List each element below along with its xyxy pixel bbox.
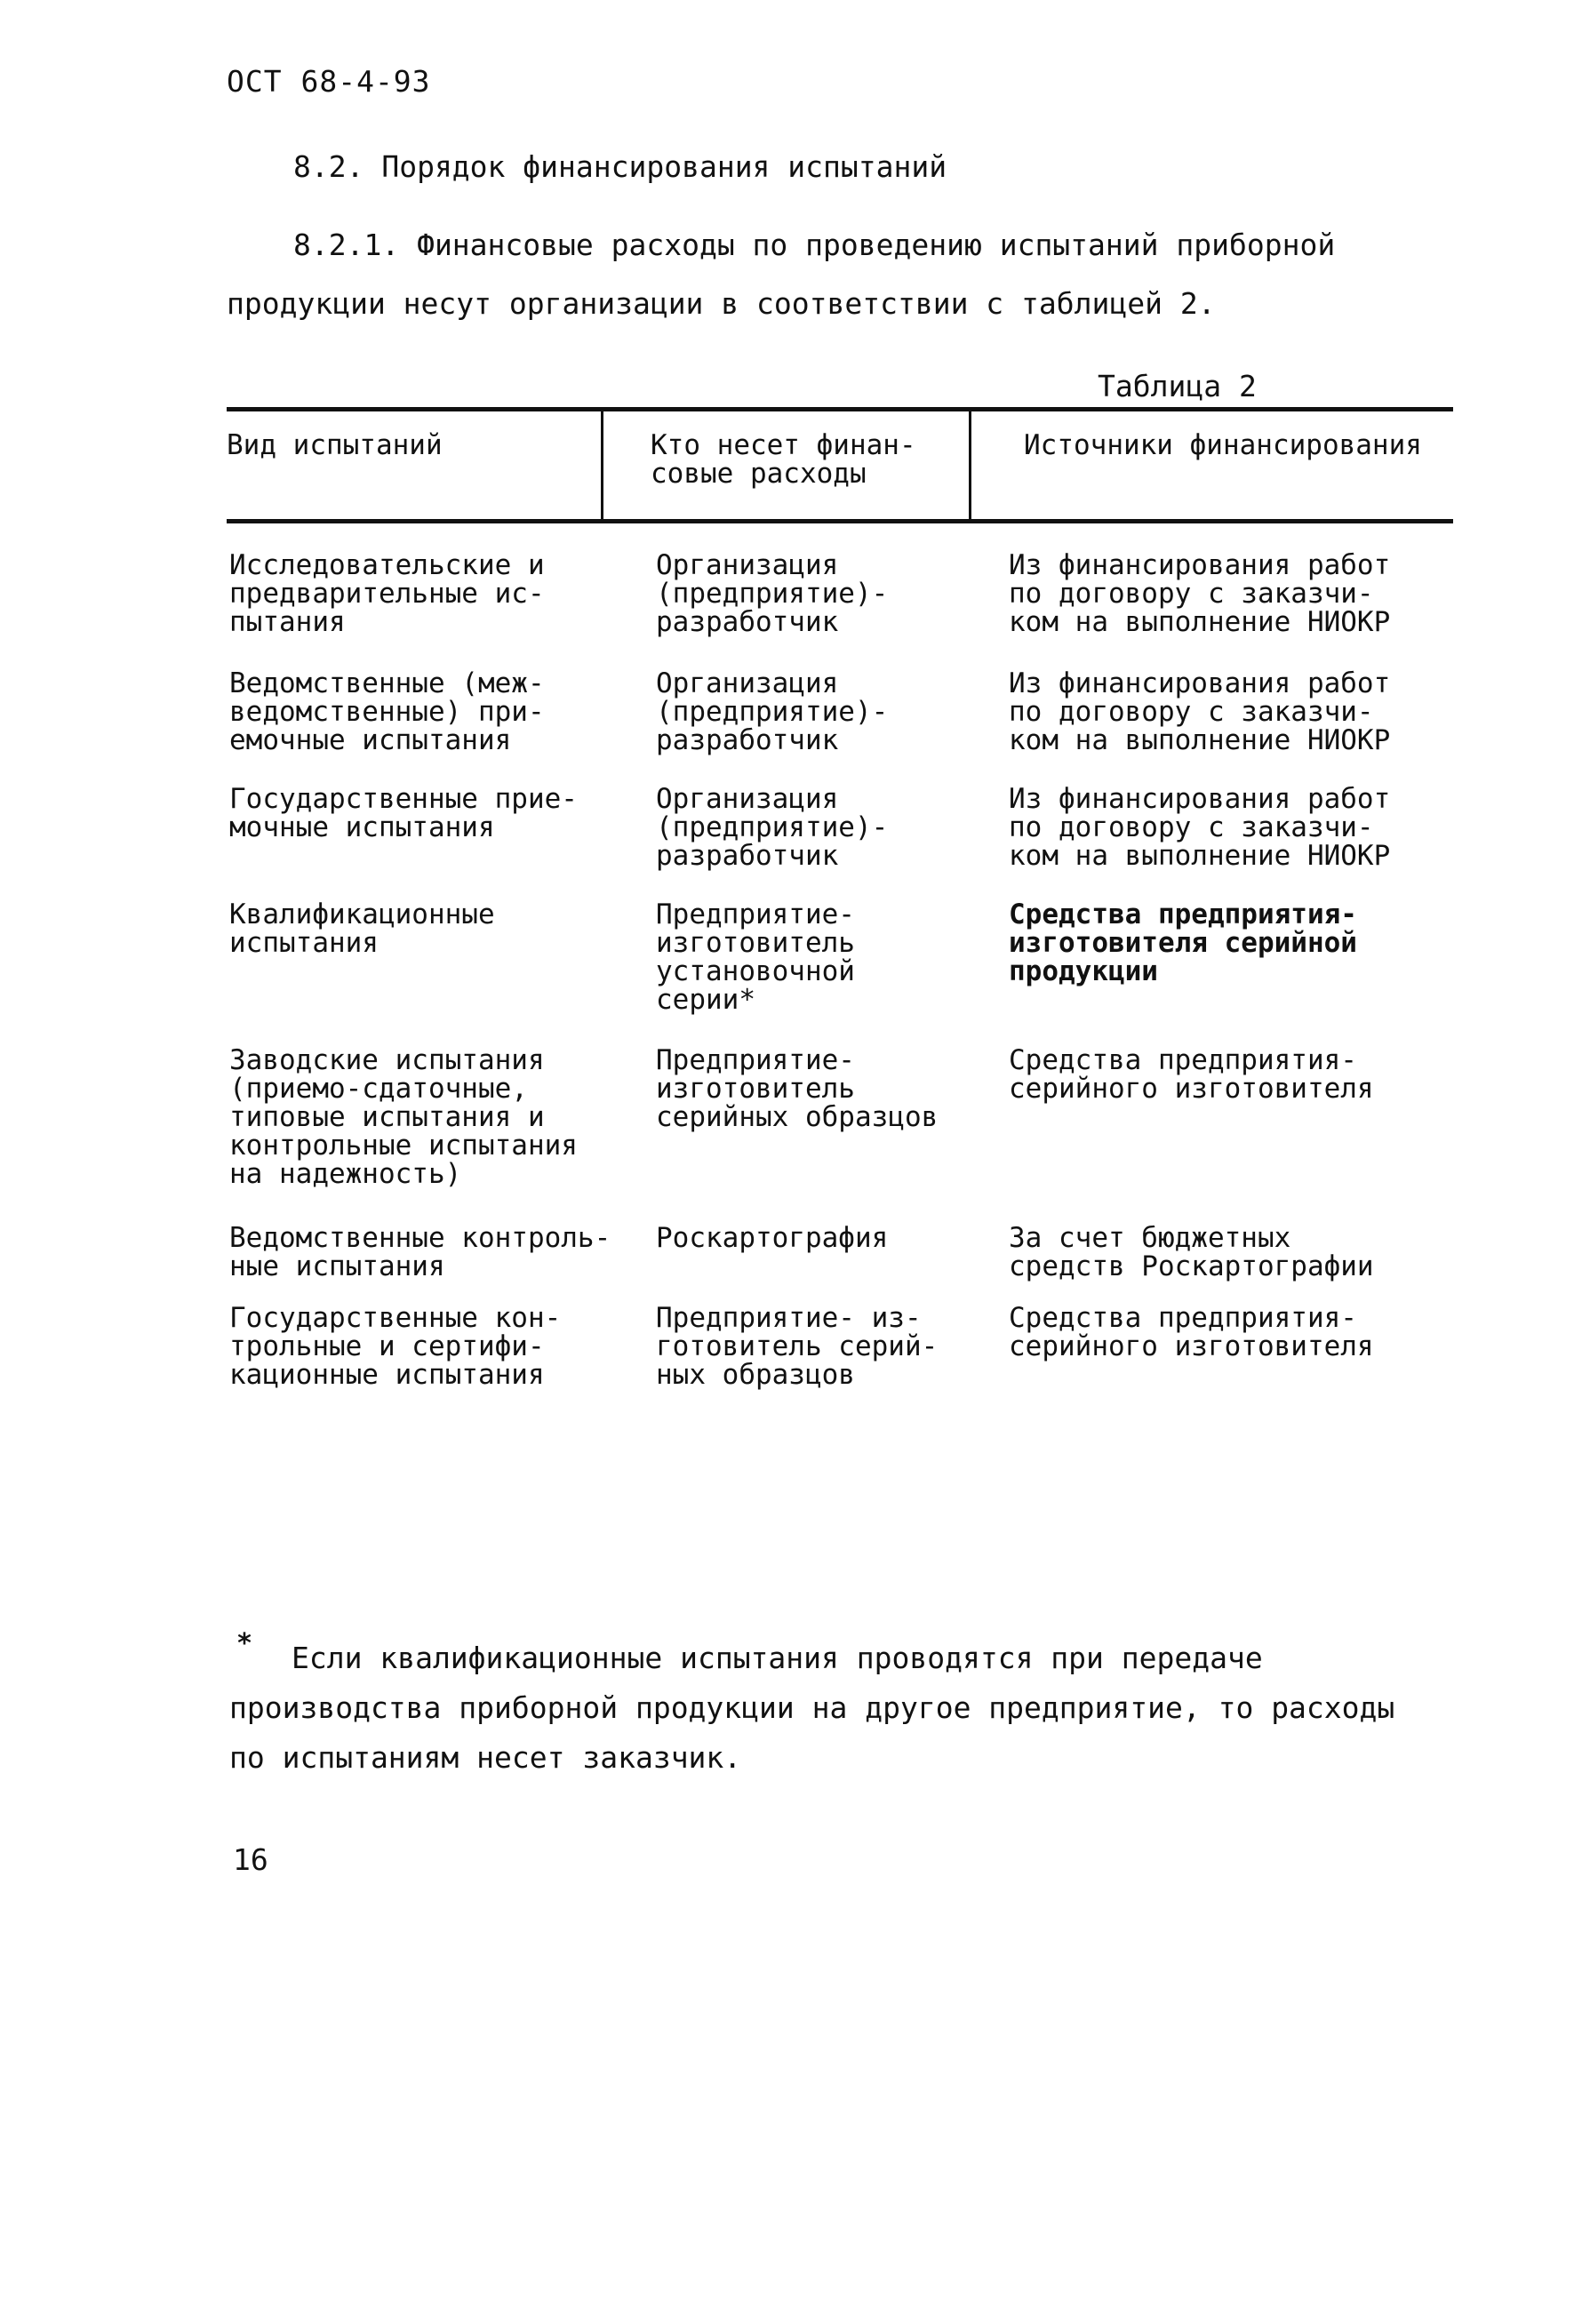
table-cell-payer: Предприятие- из- готовитель серий- ных образцов bbox=[656, 1302, 939, 1391]
section-title: 8.2. Порядок финансирования испытаний bbox=[293, 149, 947, 184]
table-header-rule bbox=[227, 519, 1453, 523]
table-cell-source: Из финансирования работ по договору с заказчи- ком на выполнение НИОКР bbox=[1009, 549, 1391, 638]
table-caption: Таблица 2 bbox=[1098, 369, 1257, 403]
table-cell-source: Из финансирования работ по договору с заказчи- ком на выполнение НИОКР bbox=[1009, 667, 1391, 756]
table-row bbox=[0, 1224, 1582, 1304]
table-cell-payer: Организация (предприятие)- разработчик bbox=[656, 667, 889, 756]
section-paragraph: 8.2.1. Финансовые расходы по проведению испытаний приборной продукции несут организации в соответствии с таблицей 2. bbox=[227, 228, 1336, 321]
table-header-divider bbox=[969, 411, 971, 521]
table-cell-kind: Ведомственные (меж- ведомственные) при- емочные испытания bbox=[229, 667, 545, 756]
table-cell-payer: Предприятие- изготовитель установочной серии* bbox=[656, 898, 855, 1016]
table-body bbox=[0, 551, 1582, 1419]
footnote bbox=[229, 1633, 1438, 1783]
page-number: 16 bbox=[233, 1842, 268, 1877]
table-cell-payer: Роскартография bbox=[656, 1222, 889, 1254]
table-row bbox=[0, 785, 1582, 900]
table-cell-kind: Квалификационные испытания bbox=[229, 898, 495, 959]
table-header-payer: Кто несет финан- совые расходы bbox=[651, 429, 916, 490]
table-cell-kind: Государственные кон- трольные и сертифи- кационные испытания bbox=[229, 1302, 562, 1391]
table-cell-source: Средства предприятия- серийного изготовителя bbox=[1009, 1302, 1374, 1362]
table-row bbox=[0, 1304, 1582, 1419]
document-code: ОСТ 68-4-93 bbox=[227, 64, 431, 99]
table-cell-payer: Предприятие- изготовитель серийных образцов bbox=[656, 1044, 939, 1133]
table-row bbox=[0, 1046, 1582, 1224]
table-cell-source: Средства предприятия- серийного изготовителя bbox=[1009, 1044, 1374, 1105]
table-header-kind: Вид испытаний bbox=[227, 429, 443, 461]
table-top-rule bbox=[227, 407, 1453, 411]
table-row bbox=[0, 900, 1582, 1046]
table-cell-kind: Исследовательские и предварительные ис- пытания bbox=[229, 549, 545, 638]
table-row bbox=[0, 669, 1582, 785]
table-header-source: Источники финансирования bbox=[1024, 429, 1422, 461]
table-cell-source: Средства предприятия- изготовителя серийной продукции bbox=[1009, 898, 1357, 987]
table-cell-kind: Заводские испытания (приемо-сдаточные, типовые испытания и контрольные испытания на надежность) bbox=[229, 1044, 578, 1190]
footnote-text: Если квалификационные испытания проводятся при передаче производства приборной продукции на другое предприятие, то расходы по испытаниям несет заказчик. bbox=[229, 1641, 1395, 1775]
table-cell-kind: Ведомственные контроль- ные испытания bbox=[229, 1222, 611, 1282]
footnote-mark: * bbox=[236, 1628, 253, 1659]
table-cell-source: За счет бюджетных средств Роскартографии bbox=[1009, 1222, 1374, 1282]
table-header-divider bbox=[601, 411, 603, 521]
table-cell-kind: Государственные прие- мочные испытания bbox=[229, 783, 578, 843]
table-cell-source: Из финансирования работ по договору с заказчи- ком на выполнение НИОКР bbox=[1009, 783, 1391, 872]
table-row bbox=[0, 551, 1582, 669]
table-cell-payer: Организация (предприятие)- разработчик bbox=[656, 549, 889, 638]
table-cell-payer: Организация (предприятие)- разработчик bbox=[656, 783, 889, 872]
